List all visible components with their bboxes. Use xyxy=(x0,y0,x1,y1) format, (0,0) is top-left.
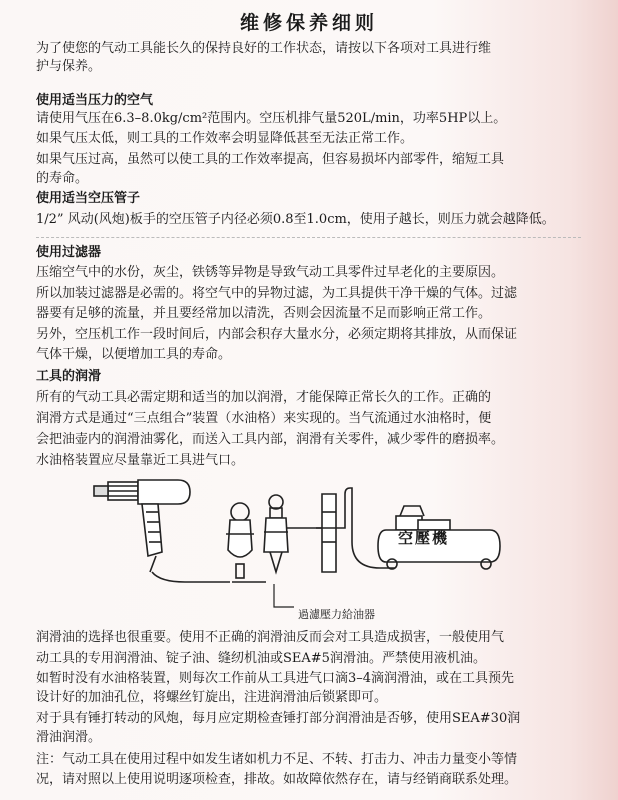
paragraph-line: 1/2” 风动(风炮)板手的空压管子内径必须0.8至1.0cm，使用子越长，则压力就会越降低。 xyxy=(36,212,555,227)
paragraph-line: 所以加装过滤器是必需的。将空气中的异物过滤，为工具提供干净干燥的气体。过滤 xyxy=(36,286,518,301)
section-heading-lubrication: 工具的润滑 xyxy=(36,369,102,384)
paragraph-line: 如果气压太低，则工具的工作效率会明显降低甚至无法正常工作。 xyxy=(36,131,414,146)
paragraph-line: 气体干燥，以便增加工具的寿命。 xyxy=(36,347,232,362)
paragraph-line: 如果气压过高，虽然可以使工具的工作效率提高，但容易损坏内部零件，缩短工具 xyxy=(36,152,505,167)
paragraph-line: 设计好的加油孔位，将螺丝钉旋出，注进润滑油后锁紧即可。 xyxy=(36,690,388,705)
filter-regulator-lubricator-icon xyxy=(226,494,342,582)
section-heading-filter: 使用过滤器 xyxy=(36,245,102,260)
intro-line-1: 为了使您的气动工具能长久的保持良好的工作状态，请按以下各项对工具进行维 xyxy=(36,41,492,56)
paragraph-line: 对于具有锤打转动的风炮，每月应定期检查锤打部分润滑油是否够，使用SEA#30润 xyxy=(36,711,521,726)
paragraph-line: 会把油壶内的润滑油雾化，而送入工具内部，润滑有关零件，减少零件的磨损率。 xyxy=(36,432,505,447)
section-heading-air-pressure: 使用适当压力的空气 xyxy=(36,93,154,108)
intro-line-2: 护与保养。 xyxy=(36,59,102,74)
paragraph-line: 润滑方式是通过“三点组合”装置（水油格）来实现的。当气流通过水油格时，便 xyxy=(36,411,492,426)
page-title: 维修保养细则 xyxy=(239,12,378,34)
diagram-caption: 過濾壓力給油器 xyxy=(298,608,375,621)
paragraph-line: 润滑油的选择也很重要。使用不正确的润滑油反而会对工具造成损害，一般使用气 xyxy=(36,630,505,645)
compressor-label: 空壓機 xyxy=(398,529,450,547)
divider xyxy=(36,237,581,238)
paragraph-line: 动工具的专用润滑油、锭子油、缝纫机油或SEA#5润滑油。严禁使用液机油。 xyxy=(36,651,486,666)
paragraph-line: 器要有足够的流量，并且要经常加以清洗，否则会因流量不足而影响正常工作。 xyxy=(36,306,492,321)
paragraph-line: 如暂时没有水油格装置，则每次工作前从工具进气口滴3–4滴润滑油，或在工具预先 xyxy=(36,671,515,686)
paragraph-line: 请使用气压在6.3–8.0kg/cm²范围内。空压机排气量520L/min，功率5HP以上。 xyxy=(36,111,507,126)
section-heading-air-hose: 使用适当空压管子 xyxy=(36,191,141,206)
paragraph-line: 水油格装置应尽量靠近工具进气口。 xyxy=(36,453,245,468)
impact-wrench-icon xyxy=(94,480,190,572)
paragraph-line: 另外，空压机工作一段时间后，内部会积存大量水分，必须定期将其排放，从而保证 xyxy=(36,327,518,342)
paragraph-line: 的寿命。 xyxy=(36,171,89,186)
paragraph-line: 滑油润滑。 xyxy=(36,730,102,745)
note-line: 注：气动工具在使用过程中如发生诸如机力不足、不转、打击力、冲击力量变小等情 xyxy=(36,752,518,767)
paragraph-line: 压缩空气中的水份，灰尘，铁锈等异物是导致气动工具零件过早老化的主要原因。 xyxy=(36,265,505,280)
note-line: 况，请对照以上使用说明逐项检查，排故。如故障依然存在，请与经销商联系处理。 xyxy=(36,772,518,787)
paragraph-line: 所有的气动工具必需定期和适当的加以润滑，才能保障正常长久的工作。正确的 xyxy=(36,390,492,405)
